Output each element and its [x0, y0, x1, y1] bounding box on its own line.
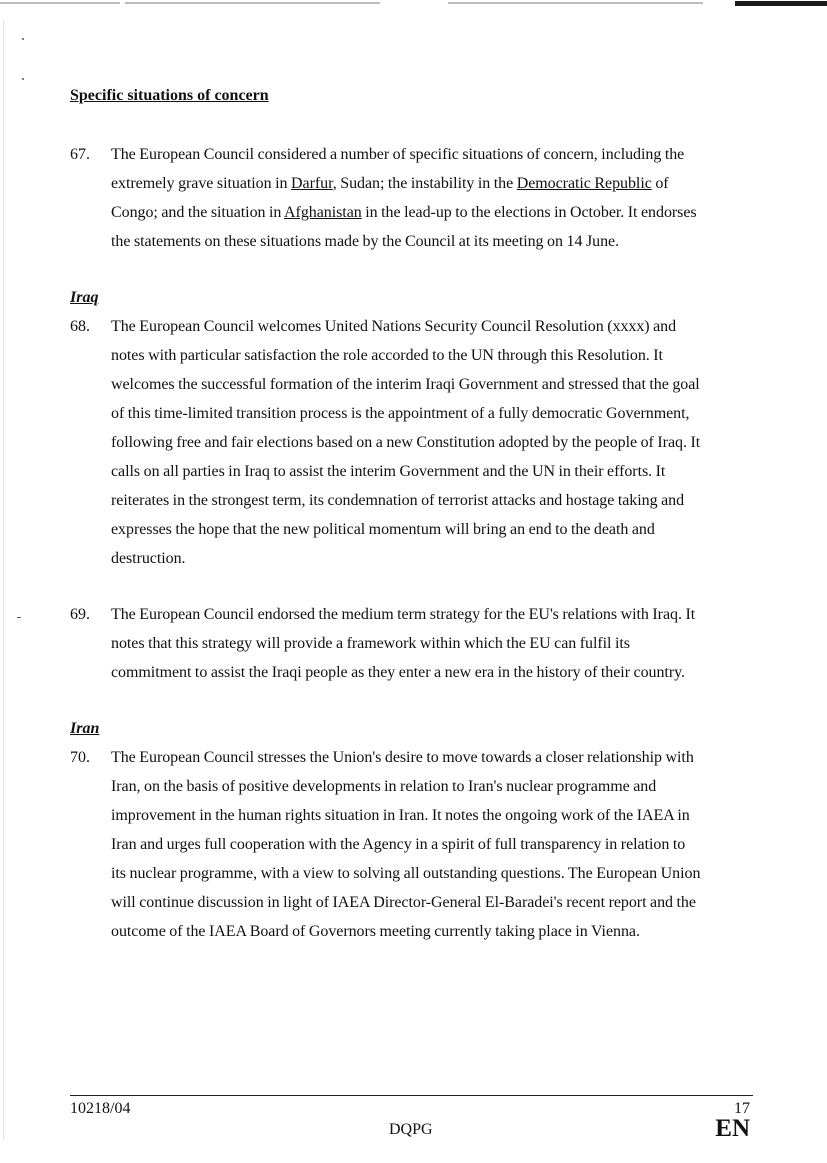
scan-top-edge: [0, 0, 827, 8]
text-line: reiterates in the strongest term, its condemnation of terrorist attacks and hostage taking and: [111, 492, 685, 509]
footer-language: EN: [715, 1115, 750, 1142]
paragraph-number: 68.: [70, 318, 90, 335]
text-line: notes with particular satisfaction the role accorded to the UN through this Resolution. It: [111, 347, 663, 364]
paragraph-text: [111, 140, 760, 256]
underlined-term: Darfur: [291, 175, 333, 192]
paragraph-70: [70, 743, 760, 946]
footer-department: DQPG: [389, 1121, 433, 1138]
underlined-term: Afghanistan: [284, 204, 362, 221]
scan-artifact: [125, 2, 380, 4]
paragraph-number: 70.: [70, 749, 90, 766]
paragraph-69: [70, 600, 760, 687]
scan-speck: [22, 78, 24, 80]
subheading-iran: Iran: [70, 720, 100, 737]
scan-speck: [17, 617, 21, 618]
text-line: calls on all parties in Iraq to assist the interim Government and the UN in their efforts. It: [111, 463, 666, 480]
text-line: expresses the hope that the new political momentum will bring an end to the death and: [111, 521, 655, 538]
text-line: improvement in the human rights situation in Iran. It notes the ongoing work of the IAEA in: [111, 807, 690, 824]
scan-left-edge: [3, 20, 4, 1140]
underlined-term: Democratic Republic: [516, 175, 652, 192]
subheading-iraq: Iraq: [70, 289, 99, 306]
text-line: Iran, on the basis of positive developments in relation to Iran's nuclear programme and: [111, 778, 657, 795]
text-line: The European Council considered a number of specific situations of concern, including the: [111, 146, 685, 163]
text-line: commitment to assist the Iraqi people as they enter a new era in the history of their country.: [111, 664, 685, 681]
text-line: will continue discussion in light of IAEA Director-General El-Baradei's recent report and the: [111, 894, 696, 911]
text-line: welcomes the successful formation of the interim Iraqi Government and stressed that the goal: [111, 376, 700, 393]
text-line: the statements on these situations made by the Council at its meeting on 14 June.: [111, 233, 620, 250]
text-line: notes that this strategy will provide a framework within which the EU can fulfil its: [111, 635, 630, 652]
text-line: following free and fair elections based on a new Constitution adopted by the people of Iraq. It: [111, 434, 701, 451]
paragraph-68: [70, 312, 760, 573]
paragraph-number: 69.: [70, 606, 90, 623]
footer-doc-code: 10218/04: [70, 1100, 131, 1117]
text-line: The European Council endorsed the medium term strategy for the EU's relations with Iraq. It: [111, 606, 696, 623]
paragraph-text: [111, 312, 760, 573]
text-line: of this time-limited transition process is the appointment of a fully democratic Government,: [111, 405, 690, 422]
paragraph-text: [111, 600, 760, 687]
text-line: The European Council welcomes United Nations Security Council Resolution (xxxx) and: [111, 318, 677, 335]
text-line: Congo; and the situation in Afghanistan in the lead-up to the elections in October. It endorses: [111, 204, 697, 221]
scan-artifact: [0, 2, 120, 4]
paragraph-67: [70, 140, 760, 256]
scan-artifact: [735, 1, 827, 6]
paragraph-text: [111, 743, 760, 946]
footer-rule: [70, 1095, 753, 1096]
paragraph-number: 67.: [70, 146, 90, 163]
text-line: its nuclear programme, with a view to solving all outstanding questions. The European Union: [111, 865, 701, 882]
section-title: Specific situations of concern: [70, 87, 269, 104]
footer-page-number: 17: [734, 1100, 750, 1117]
text-line: The European Council stresses the Union's desire to move towards a closer relationship with: [111, 749, 694, 766]
text-line: outcome of the IAEA Board of Governors meeting currently taking place in Vienna.: [111, 923, 640, 940]
text-line: Iran and urges full cooperation with the Agency in a spirit of full transparency in relation to: [111, 836, 686, 853]
text-line: extremely grave situation in Darfur, Sudan; the instability in the Democratic Republic of: [111, 175, 669, 192]
scan-artifact: [448, 2, 703, 4]
text-line: destruction.: [111, 550, 186, 567]
scan-speck: [22, 38, 24, 40]
